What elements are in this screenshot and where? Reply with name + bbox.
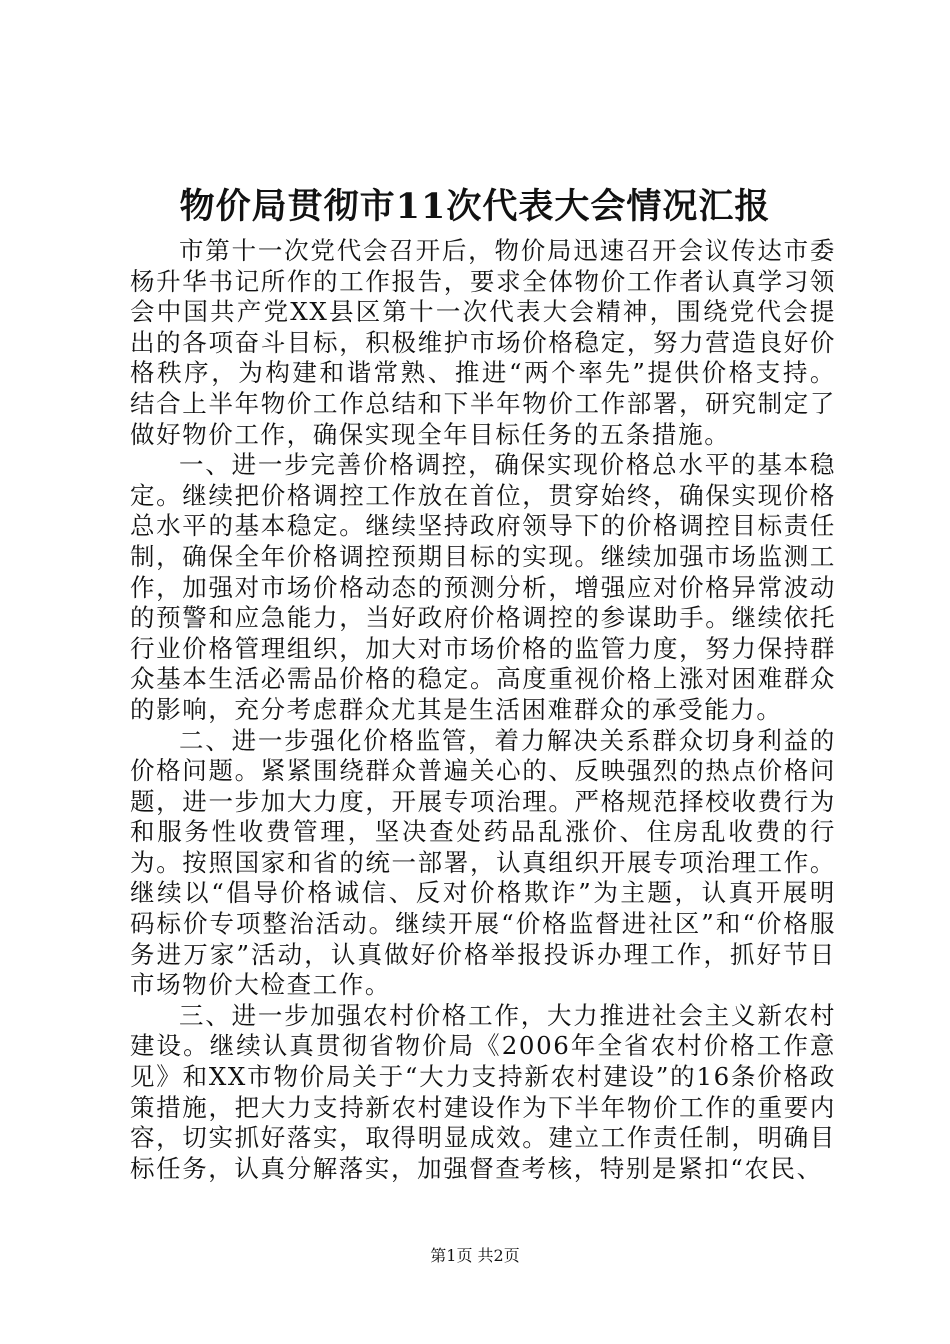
document-title: 物价局贯彻市11次代表大会情况汇报	[179, 186, 771, 227]
paragraph-intro: 市第十一次党代会召开后，物价局迅速召开会议传达市委杨升华书记所作的工作报告，要求全体物价工作者认真学习领会中国共产党XX县区第十一次代表大会精神，围绕党代会提出的各项奋斗目标，积极维护市场价格稳定，努力营造良好价格秩序，为构建和谐常熟、推进“两个率先”提供价格支持。结合上半年物价工作总结和下半年物价工作部署，研究制定了做好物价工作，确保实现全年目标任务的五条措施。	[130, 236, 836, 449]
paragraph-measure-1: 一、进一步完善价格调控，确保实现价格总水平的基本稳定。继续把价格调控工作放在首位，贯穿始终，确保实现价格总水平的基本稳定。继续坚持政府领导下的价格调控目标责任制，确保全年价格调控预期目标的实现。继续加强市场监测工作，加强对市场价格动态的预测分析，增强应对价格异常波动的预警和应急能力，当好政府价格调控的参谋助手。继续依托行业价格管理组织，加大对市场价格的监管力度，努力保持群众基本生活必需品价格的稳定。高度重视价格上涨对困难群众的影响，充分考虑群众尤其是生活困难群众的承受能力。	[130, 450, 836, 724]
page-number-footer: 第1页 共2页	[430, 1246, 520, 1265]
document-body	[130, 236, 836, 1184]
paragraph-measure-3: 三、进一步加强农村价格工作，大力推进社会主义新农村建设。继续认真贯彻省物价局《2006年全省农村价格工作意见》和XX市物价局关于“大力支持新农村建设”的16条价格政策措施，把大力支持新农村建设作为下半年物价工作的重要内容，切实抓好落实，取得明显成效。建立工作责任制，明确目标任务，认真分解落实，加强督查考核，特别是紧扣“农民、	[130, 1000, 836, 1183]
paragraph-measure-2: 二、进一步强化价格监管，着力解决关系群众切身利益的价格问题。紧紧围绕群众普遍关心的、反映强烈的热点价格问题，进一步加大力度，开展专项治理。严格规范择校收费行为和服务性收费管理，坚决查处药品乱涨价、住房乱收费的行为。按照国家和省的统一部署，认真组织开展专项治理工作。继续以“倡导价格诚信、反对价格欺诈”为主题，认真开展明码标价专项整治活动。继续开展“价格监督进社区”和“价格服务进万家”活动，认真做好价格举报投诉办理工作，抓好节日市场物价大检查工作。	[130, 725, 836, 1000]
